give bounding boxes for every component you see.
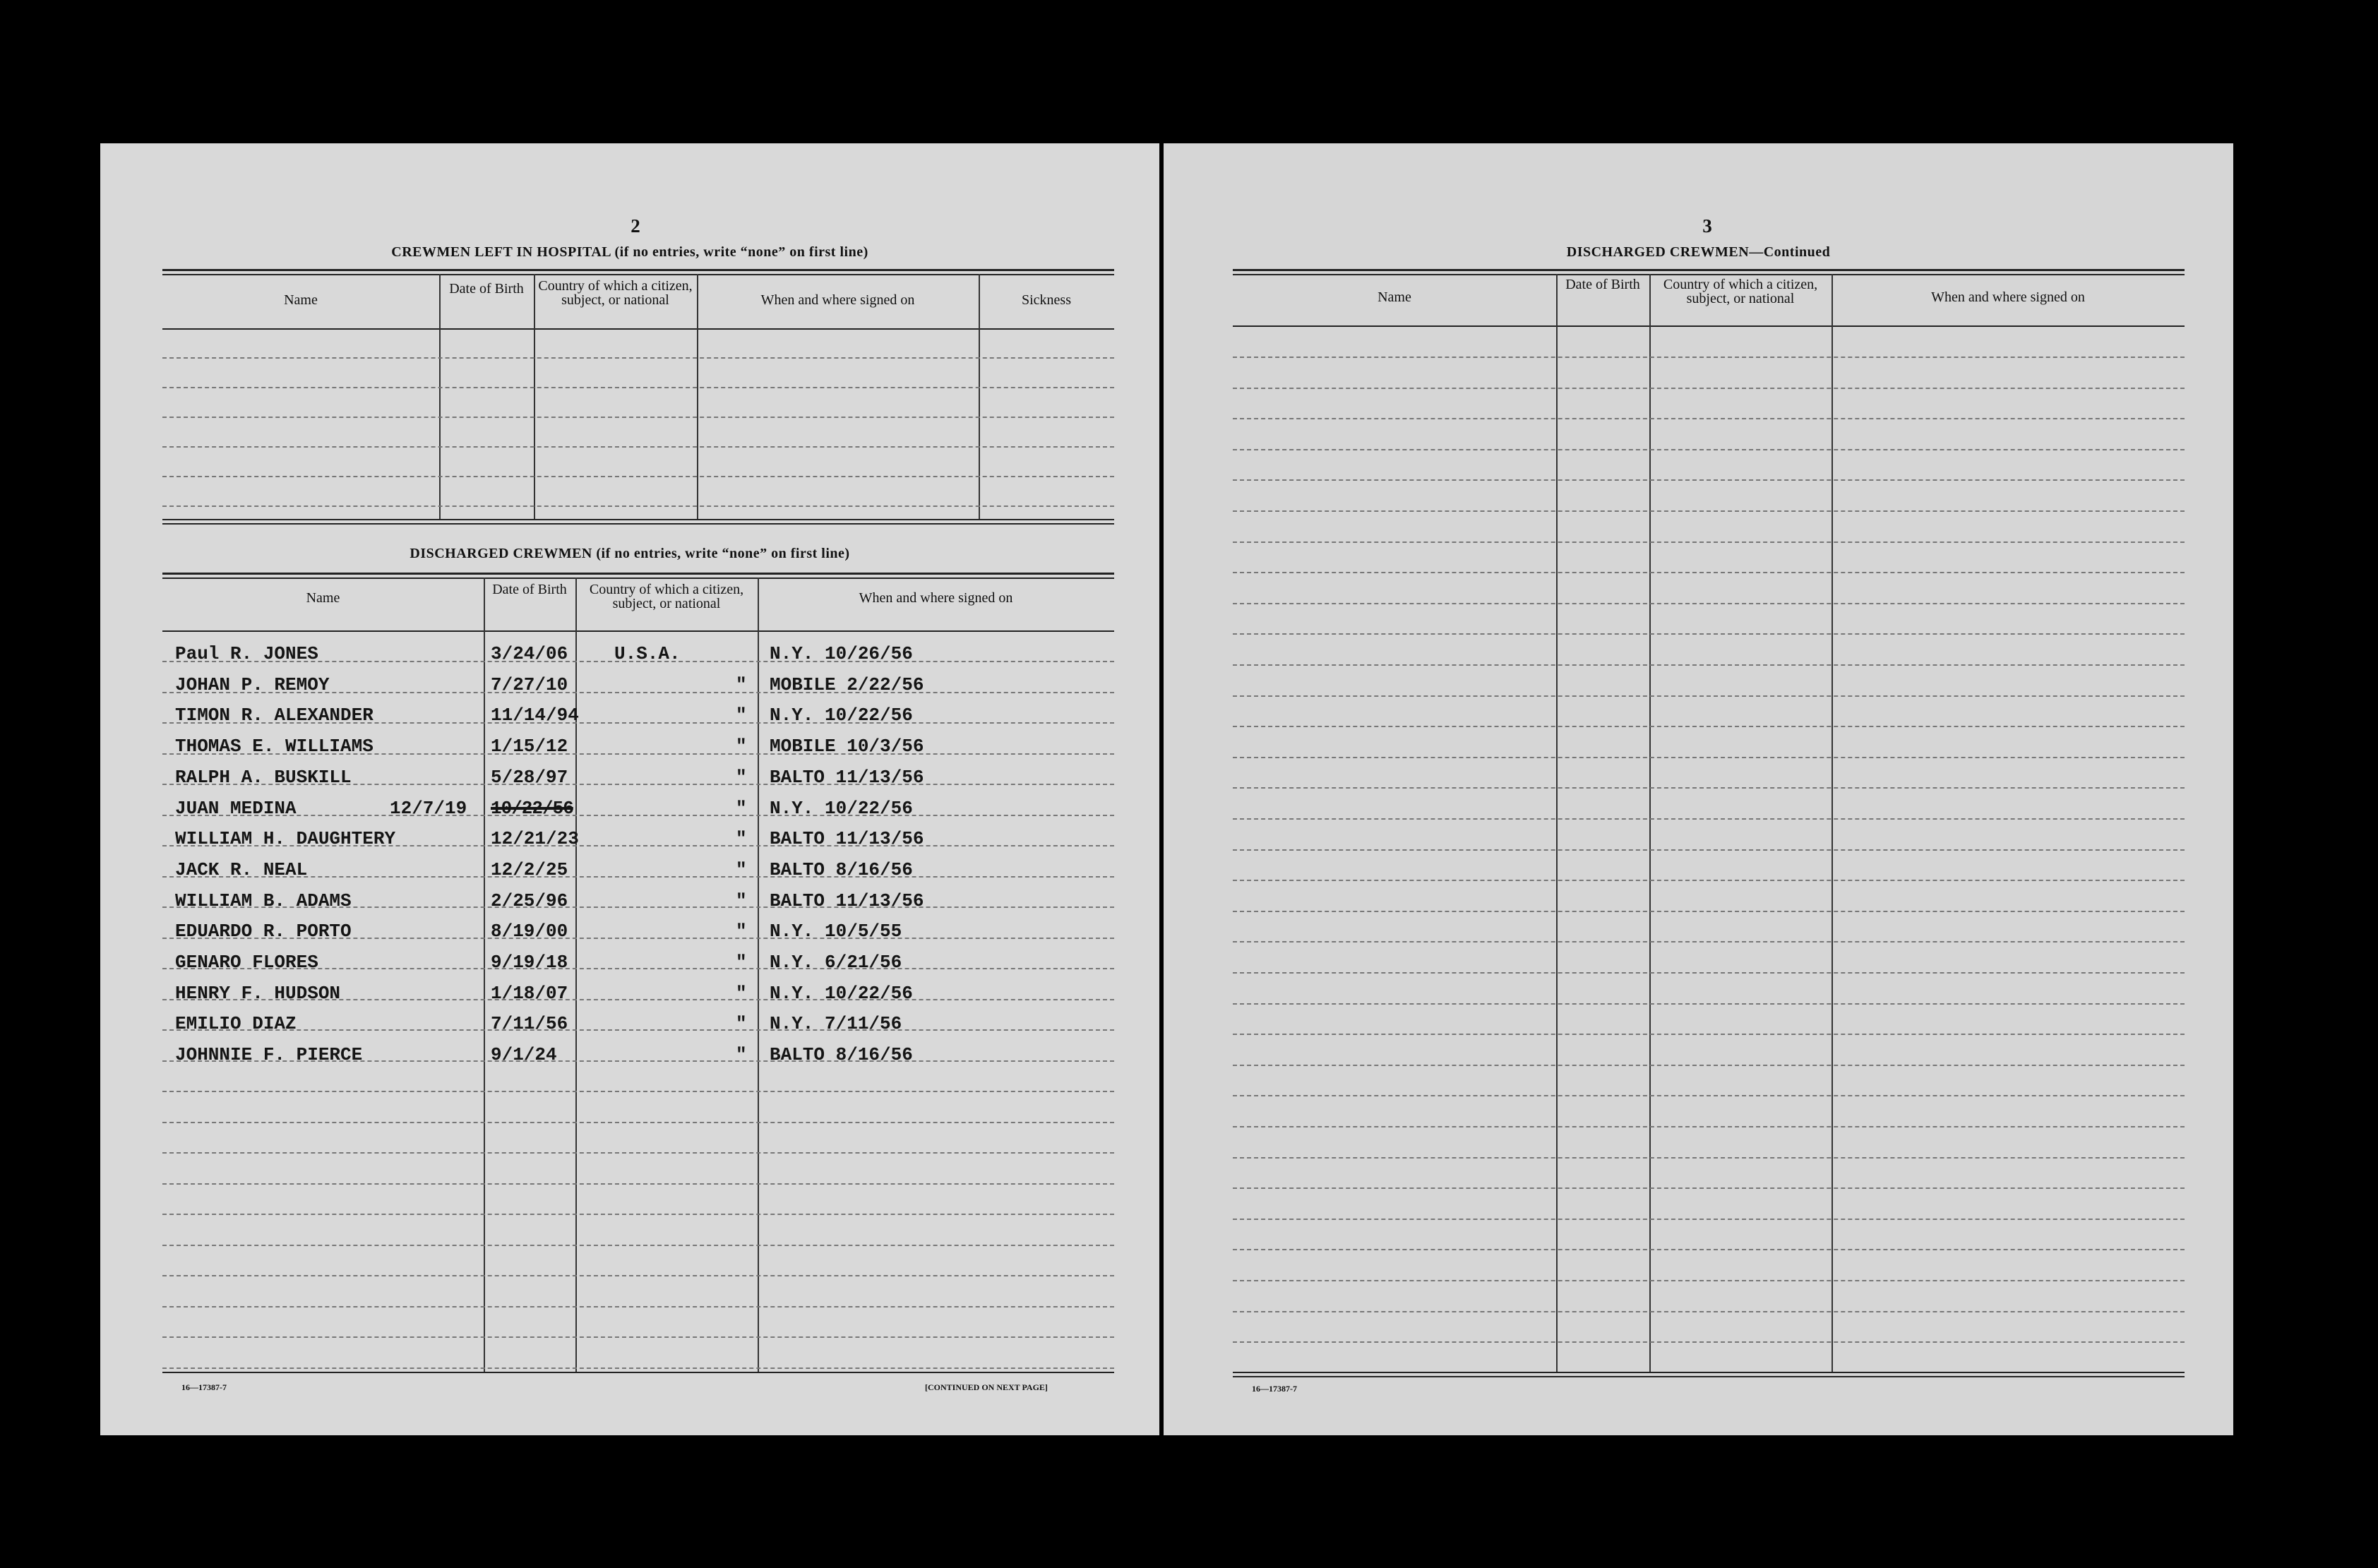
row-line — [1233, 388, 2185, 389]
country: " — [736, 921, 747, 942]
signed-on: N.Y. 10/22/56 — [770, 982, 913, 1004]
crewman-name: EDUARDO R. PORTO — [175, 921, 352, 942]
signed-on: MOBILE 2/22/56 — [770, 674, 924, 695]
date-of-birth: 2/25/96 — [491, 890, 568, 911]
hospital-title-note: (if no entries, write “none” on first line) — [614, 244, 868, 260]
row-line — [1233, 1157, 2185, 1159]
row-line — [1233, 787, 2185, 789]
column-header: Date of Birth — [1565, 277, 1640, 292]
row-line — [162, 1214, 1114, 1215]
column-header: Date of Birth — [449, 281, 524, 297]
column-divider — [697, 274, 698, 519]
country: " — [736, 705, 747, 726]
row-line — [162, 357, 1114, 359]
row-line — [1233, 818, 2185, 820]
date-of-birth: 9/1/24 — [491, 1044, 557, 1066]
row-line — [1233, 1003, 2185, 1005]
date-of-birth: 3/24/06 — [491, 643, 568, 664]
row-line — [1233, 849, 2185, 851]
crewman-name: JACK R. NEAL — [175, 858, 308, 880]
row-line — [162, 1183, 1114, 1185]
column-header: Country of which a citizen, subject, or national — [538, 278, 693, 308]
row-line — [1233, 449, 2185, 450]
row-line — [162, 446, 1114, 448]
row-line — [1233, 418, 2185, 419]
crewman-name: JOHAN P. REMOY — [175, 674, 330, 695]
row-line — [162, 1245, 1114, 1246]
column-header: Name — [284, 292, 318, 308]
date-of-birth: 7/27/10 — [491, 674, 568, 695]
crewman-name: RALPH A. BUSKILL — [175, 766, 352, 788]
date-of-birth: 8/19/00 — [491, 921, 568, 942]
crewman-name: THOMAS E. WILLIAMS — [175, 736, 374, 758]
row-line — [1233, 1311, 2185, 1312]
row-line — [1233, 972, 2185, 974]
signed-on: BALTO 8/16/56 — [770, 858, 913, 880]
signed-on: N.Y. 7/11/56 — [770, 1013, 902, 1035]
hospital-title-text: CREWMEN LEFT IN HOSPITAL — [391, 244, 611, 260]
country: " — [736, 1044, 747, 1066]
table-bottom-rule — [162, 1372, 1114, 1373]
country: " — [736, 890, 747, 911]
row-line — [1233, 757, 2185, 758]
hospital-section-title — [100, 244, 1159, 261]
row-line — [1233, 941, 2185, 942]
left-page — [100, 143, 1159, 1435]
date-of-birth: 5/28/97 — [491, 766, 568, 788]
country: " — [736, 797, 747, 819]
column-header: When and where signed on — [1931, 289, 2085, 305]
table-top-rule-inner — [162, 577, 1114, 579]
discharged-section-title — [100, 546, 1159, 562]
row-line — [1233, 1065, 2185, 1066]
crewman-name: WILLIAM H. DAUGHTERY — [175, 828, 396, 850]
date-of-birth: 12/21/23 — [491, 828, 579, 850]
row-line — [162, 1367, 1114, 1369]
table-row — [162, 705, 1114, 733]
page-number: 2 — [631, 215, 640, 237]
column-divider — [439, 274, 441, 519]
country: " — [736, 736, 747, 758]
column-header: Date of Birth — [492, 582, 567, 597]
column-header: When and where signed on — [760, 292, 915, 308]
row-line — [162, 1122, 1114, 1123]
row-line — [1233, 880, 2185, 881]
table-top-rule-inner — [162, 274, 1114, 275]
signed-on: N.Y. 10/5/55 — [770, 921, 902, 942]
crewman-name: GENARO FLORES — [175, 952, 318, 973]
row-line — [1233, 1280, 2185, 1281]
discharged-title-note: (if no entries, write “none” on first line) — [596, 546, 850, 561]
table-top-rule-inner — [1233, 274, 2185, 275]
column-header: Sickness — [1022, 292, 1071, 308]
row-line — [162, 1336, 1114, 1338]
column-divider — [1556, 274, 1558, 1372]
table-top-rule — [162, 573, 1114, 575]
column-divider — [979, 274, 980, 519]
date-of-birth: 11/14/94 — [491, 705, 579, 726]
signed-on: BALTO 11/13/56 — [770, 890, 924, 911]
signed-on: BALTO 11/13/56 — [770, 766, 924, 788]
row-line — [1233, 1249, 2185, 1250]
row-line — [162, 1275, 1114, 1276]
row-line — [1233, 664, 2185, 666]
table-bottom-rule — [162, 519, 1114, 520]
row-line — [162, 417, 1114, 418]
row-line — [1233, 541, 2185, 543]
row-line — [1233, 1187, 2185, 1189]
crewman-name: TIMON R. ALEXANDER — [175, 705, 374, 726]
country: " — [736, 766, 747, 788]
date-of-birth: 1/15/12 — [491, 736, 568, 758]
table-row — [162, 736, 1114, 764]
header-bottom-rule — [1233, 325, 2185, 327]
table-row — [162, 674, 1114, 702]
name-annotation: 12/7/19 — [390, 797, 467, 819]
table-bottom-rule — [1233, 1372, 2185, 1373]
table-row — [162, 859, 1114, 887]
column-header: Name — [1378, 289, 1411, 305]
discharged-title-text: DISCHARGED CREWMEN — [410, 546, 592, 561]
row-line — [162, 1152, 1114, 1154]
signed-on: N.Y. 10/26/56 — [770, 643, 913, 664]
column-divider — [534, 274, 535, 519]
table-row — [162, 828, 1114, 856]
country: " — [736, 828, 747, 850]
signed-on: N.Y. 10/22/56 — [770, 797, 913, 819]
crewman-name: JUAN MEDINA — [175, 797, 297, 819]
country: U.S.A. — [614, 643, 681, 664]
signed-on: BALTO 11/13/56 — [770, 828, 924, 850]
row-line — [1233, 357, 2185, 358]
row-line — [162, 1091, 1114, 1092]
row-line — [1233, 479, 2185, 481]
column-divider — [1832, 274, 1833, 1372]
page-number: 3 — [1702, 215, 1712, 237]
header-bottom-rule — [162, 630, 1114, 632]
table-row — [162, 767, 1114, 795]
date-of-birth: 12/2/25 — [491, 858, 568, 880]
row-line — [1233, 1095, 2185, 1096]
signed-on: N.Y. 10/22/56 — [770, 705, 913, 726]
column-divider — [1649, 274, 1651, 1372]
signed-on: BALTO 8/16/56 — [770, 1044, 913, 1066]
table-row — [162, 921, 1114, 949]
country: " — [736, 952, 747, 973]
row-line — [1233, 1219, 2185, 1220]
row-line — [1233, 1341, 2185, 1343]
signed-on: MOBILE 10/3/56 — [770, 736, 924, 758]
table-bottom-rule-outer — [162, 523, 1114, 525]
table-top-rule — [1233, 269, 2185, 271]
table-row — [162, 643, 1114, 671]
row-line — [1233, 695, 2185, 697]
table-row — [162, 890, 1114, 918]
crewman-name: JOHNNIE F. PIERCE — [175, 1044, 363, 1066]
date-of-birth: 1/18/07 — [491, 982, 568, 1004]
crewman-name: EMILIO DIAZ — [175, 1013, 297, 1035]
row-line — [162, 1306, 1114, 1307]
table-bottom-rule-outer — [1233, 1376, 2185, 1377]
row-line — [162, 505, 1114, 507]
country: " — [736, 1013, 747, 1035]
right-section-title: DISCHARGED CREWMEN—Continued — [1566, 244, 1831, 260]
country: " — [736, 674, 747, 695]
row-line — [1233, 726, 2185, 727]
row-line — [162, 387, 1114, 388]
form-number: 16—17387-7 — [1252, 1384, 1297, 1394]
country: " — [736, 858, 747, 880]
signed-on: N.Y. 6/21/56 — [770, 952, 902, 973]
table-row — [162, 798, 1114, 826]
right-page — [1164, 143, 2233, 1435]
crewman-name: HENRY F. HUDSON — [175, 982, 341, 1004]
date-of-birth: 7/11/56 — [491, 1013, 568, 1035]
column-header: Name — [306, 590, 340, 606]
table-row — [162, 983, 1114, 1011]
form-number: 16—17387-7 — [181, 1382, 227, 1392]
continued-note: [CONTINUED ON NEXT PAGE] — [925, 1382, 1048, 1392]
row-line — [1233, 1126, 2185, 1127]
date-of-birth: 10/22/56 — [491, 797, 573, 819]
row-line — [1233, 633, 2185, 635]
column-header: Country of which a citizen, subject, or national — [1663, 277, 1818, 306]
table-top-rule — [162, 269, 1114, 271]
table-row — [162, 1013, 1114, 1041]
country: " — [736, 982, 747, 1004]
crewman-name: Paul R. JONES — [175, 643, 318, 664]
header-bottom-rule — [162, 328, 1114, 330]
crewman-name: WILLIAM B. ADAMS — [175, 890, 352, 911]
column-header: Country of which a citizen, subject, or national — [589, 582, 744, 611]
row-line — [1233, 1034, 2185, 1035]
row-line — [1233, 510, 2185, 512]
row-line — [1233, 603, 2185, 604]
column-header: When and where signed on — [859, 590, 1013, 606]
date-of-birth: 9/19/18 — [491, 952, 568, 973]
row-line — [162, 476, 1114, 477]
row-line — [1233, 572, 2185, 573]
row-line — [1233, 911, 2185, 912]
table-row — [162, 1044, 1114, 1072]
table-row — [162, 952, 1114, 980]
